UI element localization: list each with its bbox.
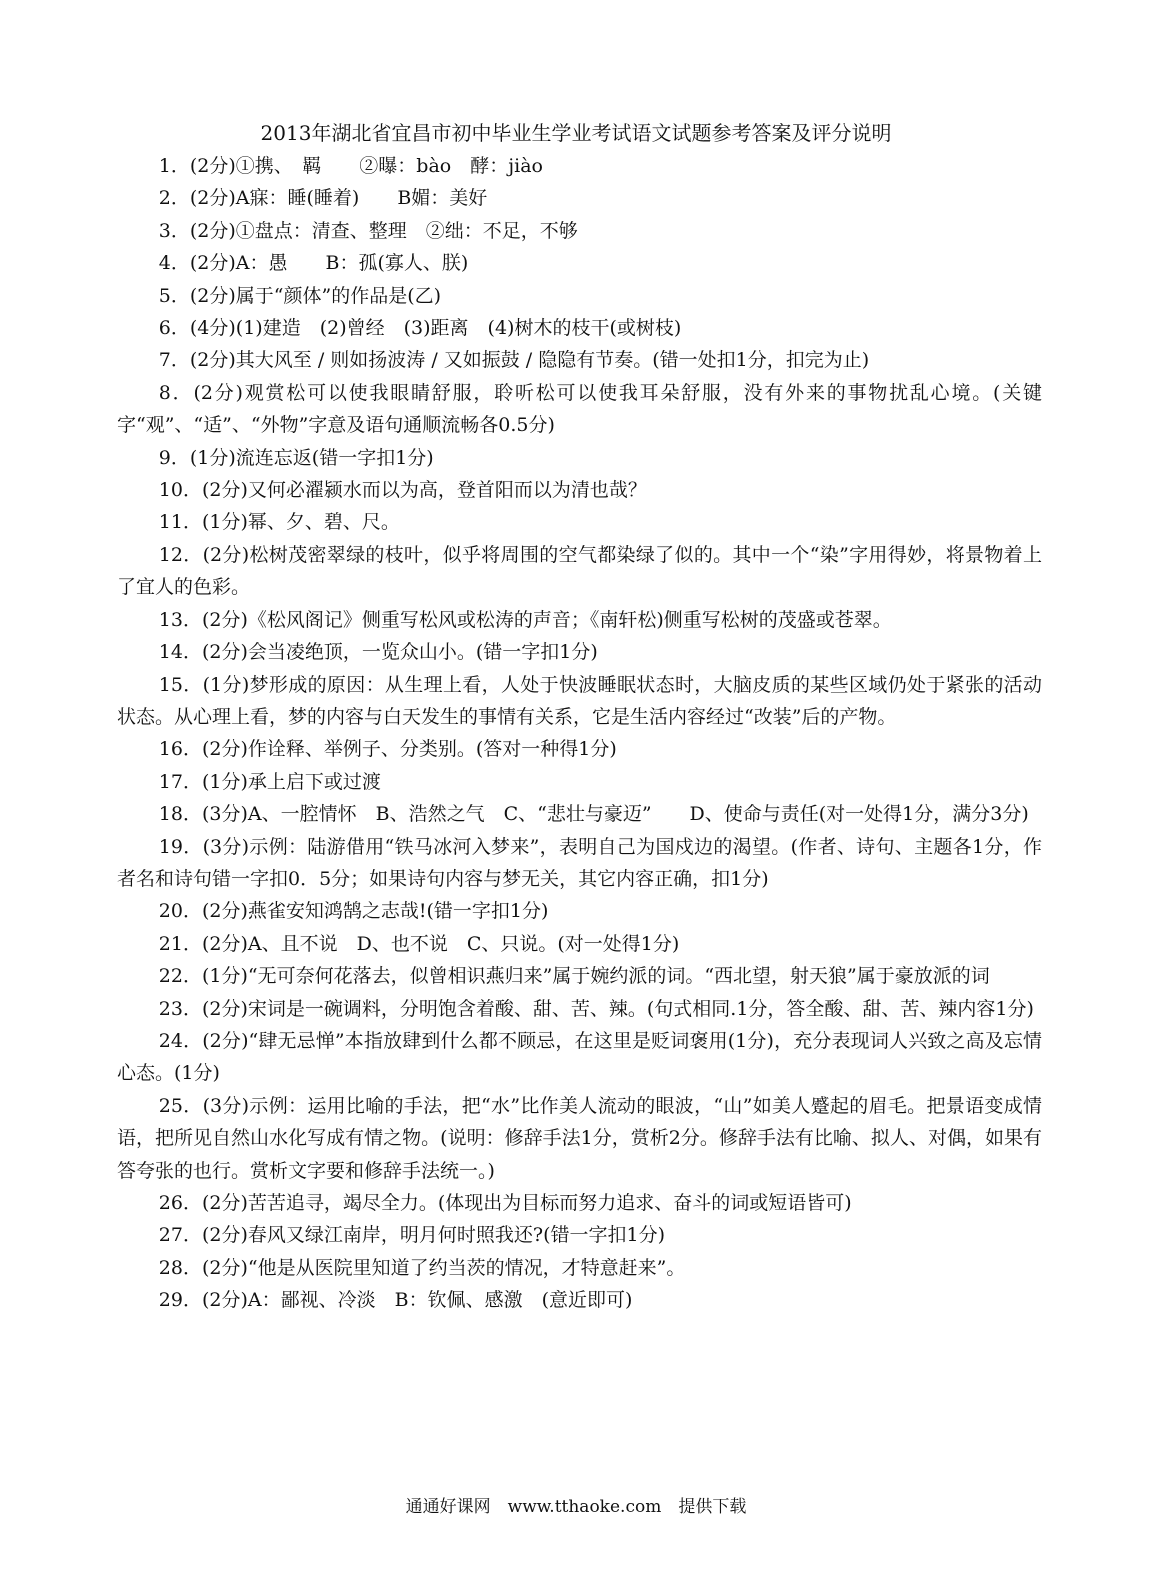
- answer-item-26: 26．(2分)苦苦追寻，竭尽全力。(体现出为目标而努力追求、奋斗的词或短语皆可): [158, 1192, 852, 1214]
- answer-item-1: 1．(2分)①携、 羁 ②曝：bào 酵：jiào: [158, 155, 543, 177]
- answer-item-8: 8．(2分)观赏松可以使我眼睛舒服，聆听松可以使我耳朵舒服，没有外来的事物扰乱心境。(关键字“观”、“适”、“外物”字意及语句通顺流畅各0.5分): [117, 381, 1042, 437]
- answer-item-7: 7．(2分)其大风至 / 则如扬波涛 / 又如振鼓 / 隐隐有节奏。(错一处扣1分，扣完为止): [158, 349, 870, 372]
- answer-item-16: 16．(2分)作诠释、举例子、分类别。(答对一种得1分): [158, 738, 617, 761]
- answer-item-6: 6．(4分)(1)建造 (2)曾经 (3)距离 (4)树木的枝干(或树枝): [158, 317, 682, 340]
- answer-item-28: 28．(2分)“他是从医院里知道了约当茨的情况，才特意赶来”。: [158, 1256, 686, 1279]
- answer-item-13: 13．(2分)《松风阁记》侧重写松风或松涛的声音；《南轩松)侧重写松树的茂盛或苍翠。: [158, 608, 892, 631]
- answer-item-22: 22．(1分)“无可奈何花落去，似曾相识燕归来”属于婉约派的词。“西北望，射天狼”属于豪放派的词: [158, 965, 990, 988]
- answer-item-25: 25．(3分)示例：运用比喻的手法，把“水”比作美人流动的眼波，“山”如美人蹙起的眉毛。把景语变成情语，把所见自然山水化写成有情之物。(说明：修辞手法1分，赏析2分。修辞手法有比喻、拟人、对偶，如果有答夸张的也行。赏析文字要和修辞手法统一。): [117, 1094, 1042, 1182]
- answer-item-10: 10．(2分)又何必濯颍水而以为高，登首阳而以为清也哉？: [158, 479, 647, 502]
- answer-item-4: 4．(2分)A：愚 B：孤(寡人、朕): [158, 252, 469, 275]
- download-footer: 通通好课网 www.tthaoke.com 提供下载: [405, 1497, 747, 1517]
- answer-item-15: 15．(1分)梦形成的原因：从生理上看，人处于快波睡眠状态时，大脑皮质的某些区域仍处于紧张的活动状态。从心理上看，梦的内容与白天发生的事情有关系，它是生活内容经过“改装”后的产物。: [117, 673, 1042, 728]
- answer-item-24: 24．(2分)“肆无忌惮”本指放肆到什么都不顾忌，在这里是贬词褒用(1分)，充分表现词人兴致之高及忘情心态。(1分): [117, 1029, 1042, 1085]
- answer-item-27: 27．(2分)春风又绿江南岸，明月何时照我还?(错一字扣1分): [158, 1224, 665, 1247]
- answer-item-19: 19．(3分)示例：陆游借用“铁马冰河入梦来”，表明自己为国戍边的渴望。(作者、诗句、主题各1分，作者名和诗句错一字扣0．5分；如果诗句内容与梦无关，其它内容正确，扣1分): [117, 835, 1042, 890]
- answer-item-17: 17．(1分)承上启下或过渡: [158, 770, 381, 793]
- answer-item-12: 12．(2分)松树茂密翠绿的枝叶，似乎将周围的空气都染绿了似的。其中一个“染”字用得妙，将景物着上了宜人的色彩。: [117, 543, 1042, 599]
- answer-item-23: 23．(2分)宋词是一碗调料，分明饱含着酸、甜、苦、辣。(句式相同.1分，答全酸、甜、苦、辣内容1分): [158, 997, 1034, 1020]
- answer-item-18: 18．(3分)A、一腔情怀 B、浩然之气 C、“悲壮与豪迈” D、使命与责任(对一处得1分，满分3分): [158, 803, 1029, 826]
- document-title: 2013年湖北省宜昌市初中毕业生学业考试语文试题参考答案及评分说明: [260, 121, 892, 145]
- answer-item-2: 2．(2分)A寐：睡(睡着) B媚：美好: [158, 187, 488, 210]
- answer-item-3: 3．(2分)①盘点：清查、整理 ②绌：不足，不够: [158, 219, 578, 242]
- answer-item-9: 9．(1分)流连忘返(错一字扣1分): [158, 446, 434, 469]
- answer-list: [117, 150, 1042, 1317]
- answer-item-5: 5．(2分)属于“颜体”的作品是(乙): [158, 284, 442, 307]
- answer-item-29: 29．(2分)A：鄙视、冷淡 B：钦佩、感激 (意近即可): [158, 1289, 633, 1312]
- answer-item-14: 14．(2分)会当凌绝顶，一览众山小。(错一字扣1分): [158, 641, 598, 664]
- answer-item-11: 11．(1分)幂、夕、碧、尺。: [158, 511, 400, 534]
- answer-item-21: 21．(2分)A、且不说 D、也不说 C、只说。(对一处得1分): [158, 932, 680, 955]
- answer-item-20: 20．(2分)燕雀安知鸿鹄之志哉!(错一字扣1分): [158, 900, 549, 923]
